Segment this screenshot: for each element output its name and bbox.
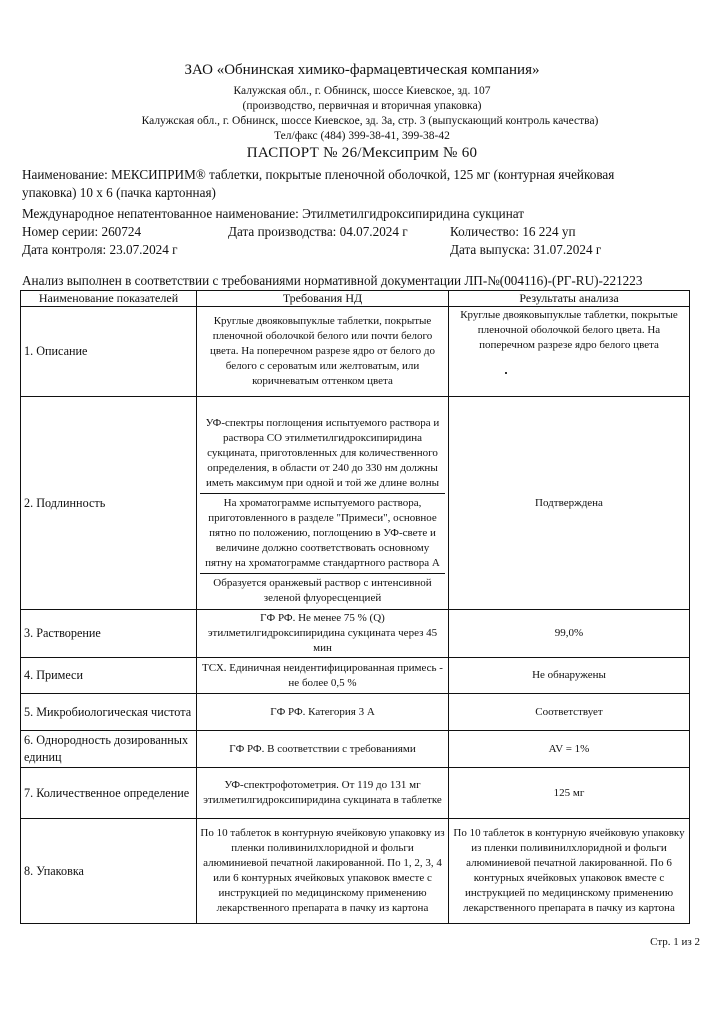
row-result: Круглые двояковыпуклые таблетки, покрытые пленочной оболочкой белого цвета. На поперечном разрезе ядро белого цвета	[449, 307, 690, 397]
row-name: 5. Микробиологическая чистота	[21, 694, 197, 731]
row-name: 8. Упаковка	[21, 819, 197, 924]
production-address: Калужская обл., г. Обнинск, шоссе Киевское, зд. 107	[233, 85, 491, 97]
row-requirement: ГФ РФ. В соответствии с требованиями	[197, 731, 449, 768]
product-name-line1: Наименование: МЕКСИПРИМ® таблетки, покрытые пленочной оболочкой, 125 мг (контурная ячейковая	[22, 167, 615, 182]
table-row	[21, 768, 690, 819]
row-result: Соответствует	[449, 694, 690, 731]
series-number: Номер серии: 260724	[22, 224, 142, 239]
row-result: По 10 таблеток в контурную ячейковую упаковку из пленки поливинилхлоридной и фольги алюминиевой печатной лакированной. По 6 контурных ячейковых упаковок вместе с инструкцией по медицинскому применению лекарственного препарата в пачку из картона	[449, 819, 690, 924]
row-requirement: УФ-спектры поглощения испытуемого раствора и раствора СО этилметилгидроксипиридина сукцината, приготовленных для количественного определения, в области от 240 до 330 нм должны иметь максимум при одной и той же длине волны	[205, 417, 440, 489]
row-name: 2. Подлинность	[21, 397, 197, 610]
row-name: 3. Растворение	[21, 610, 197, 658]
table-row	[21, 694, 690, 731]
results-table	[20, 290, 690, 924]
product-name-line2: упаковка) 10 x 6 (пачка картонная)	[22, 185, 216, 200]
row-requirement: ГФ РФ. Не менее 75 % (Q) этилметилгидроксипиридина сукцината через 45 мин	[197, 610, 449, 658]
inn-name: Международное непатентованное наименование: Этилметилгидроксипиридина сукцинат	[22, 206, 525, 221]
table-row	[21, 610, 690, 658]
table-row	[21, 658, 690, 694]
row-name: 4. Примеси	[21, 658, 197, 694]
quality-control-address: Калужская обл., г. Обнинск, шоссе Киевское, зд. 3а, стр. 3 (выпускающий контроль качества)	[141, 115, 599, 127]
row-result: 125 мг	[449, 768, 690, 819]
header-results: Результаты анализа	[449, 291, 690, 307]
row-result: Подтверждена	[449, 397, 690, 610]
row-requirement: Круглые двояковыпуклые таблетки, покрытые пленочной оболочкой белого или почти белого цвета. На поперечном разрезе ядро от белого до белого с сероватым или желтоватым, или коричневатым оттенком цвета	[197, 307, 449, 397]
row-result: 99,0%	[449, 610, 690, 658]
row-result: Не обнаружены	[449, 658, 690, 694]
row-name: 7. Количественное определение	[21, 768, 197, 819]
table-row	[21, 307, 690, 397]
row-requirement: На хроматограмме испытуемого раствора, приготовленного в разделе "Примеси", основное пятно по положению, поглощению в УФ-свете и величине должно соответствовать основному пятну на хроматограмме стандартного раствора А	[200, 493, 445, 573]
production-address-note: (производство, первичная и вторичная упаковка)	[242, 100, 482, 112]
header-indicator: Наименование показателей	[21, 291, 197, 307]
page-number: Стр. 1 из 2	[650, 936, 700, 948]
company-name: ЗАО «Обнинская химико-фармацевтическая компания»	[184, 62, 540, 78]
table-row	[21, 731, 690, 768]
table-row	[21, 819, 690, 924]
row-requirement: ТСХ. Единичная неидентифицированная примесь - не более 0,5 %	[197, 658, 449, 694]
row-name: 6. Однородность дозированных единиц	[21, 731, 197, 768]
table-row	[21, 397, 690, 610]
row-requirement: Образуется оранжевый раствор с интенсивной зеленой флуоресценцией	[200, 573, 445, 608]
quantity: Количество: 16 224 уп	[450, 224, 576, 239]
row-result: AV = 1%	[449, 731, 690, 768]
control-date: Дата контроля: 23.07.2024 г	[22, 242, 178, 257]
row-requirement: УФ-спектрофотометрия. От 119 до 131 мг этилметилгидроксипиридина сукцината в таблетке	[197, 768, 449, 819]
row-requirement-group	[197, 397, 449, 610]
phone-fax: Тел/факс (484) 399-38-41, 399-38-42	[274, 130, 450, 142]
row-requirement: ГФ РФ. Категория 3 А	[197, 694, 449, 731]
analysis-note: Анализ выполнен в соответствии с требованиями нормативной документации ЛП-№(004116)-(РГ-RU)-221223	[22, 273, 643, 288]
row-requirement: По 10 таблеток в контурную ячейковую упаковку из пленки поливинилхлоридной и фольги алюминиевой печатной лакированной. По 1, 2, 3, 4 или 6 контурных ячейковых упаковок вместе с инструкцией по медицинскому применению лекарственного препарата в пачку из картона	[197, 819, 449, 924]
passport-title: ПАСПОРТ № 26/Мексиприм № 60	[246, 145, 478, 161]
release-date: Дата выпуска: 31.07.2024 г	[450, 242, 602, 257]
production-date: Дата производства: 04.07.2024 г	[228, 224, 408, 239]
row-name: 1. Описание	[21, 307, 197, 397]
header-requirements: Требования НД	[197, 291, 449, 307]
stray-mark	[505, 372, 507, 374]
table-header-row	[21, 291, 690, 307]
